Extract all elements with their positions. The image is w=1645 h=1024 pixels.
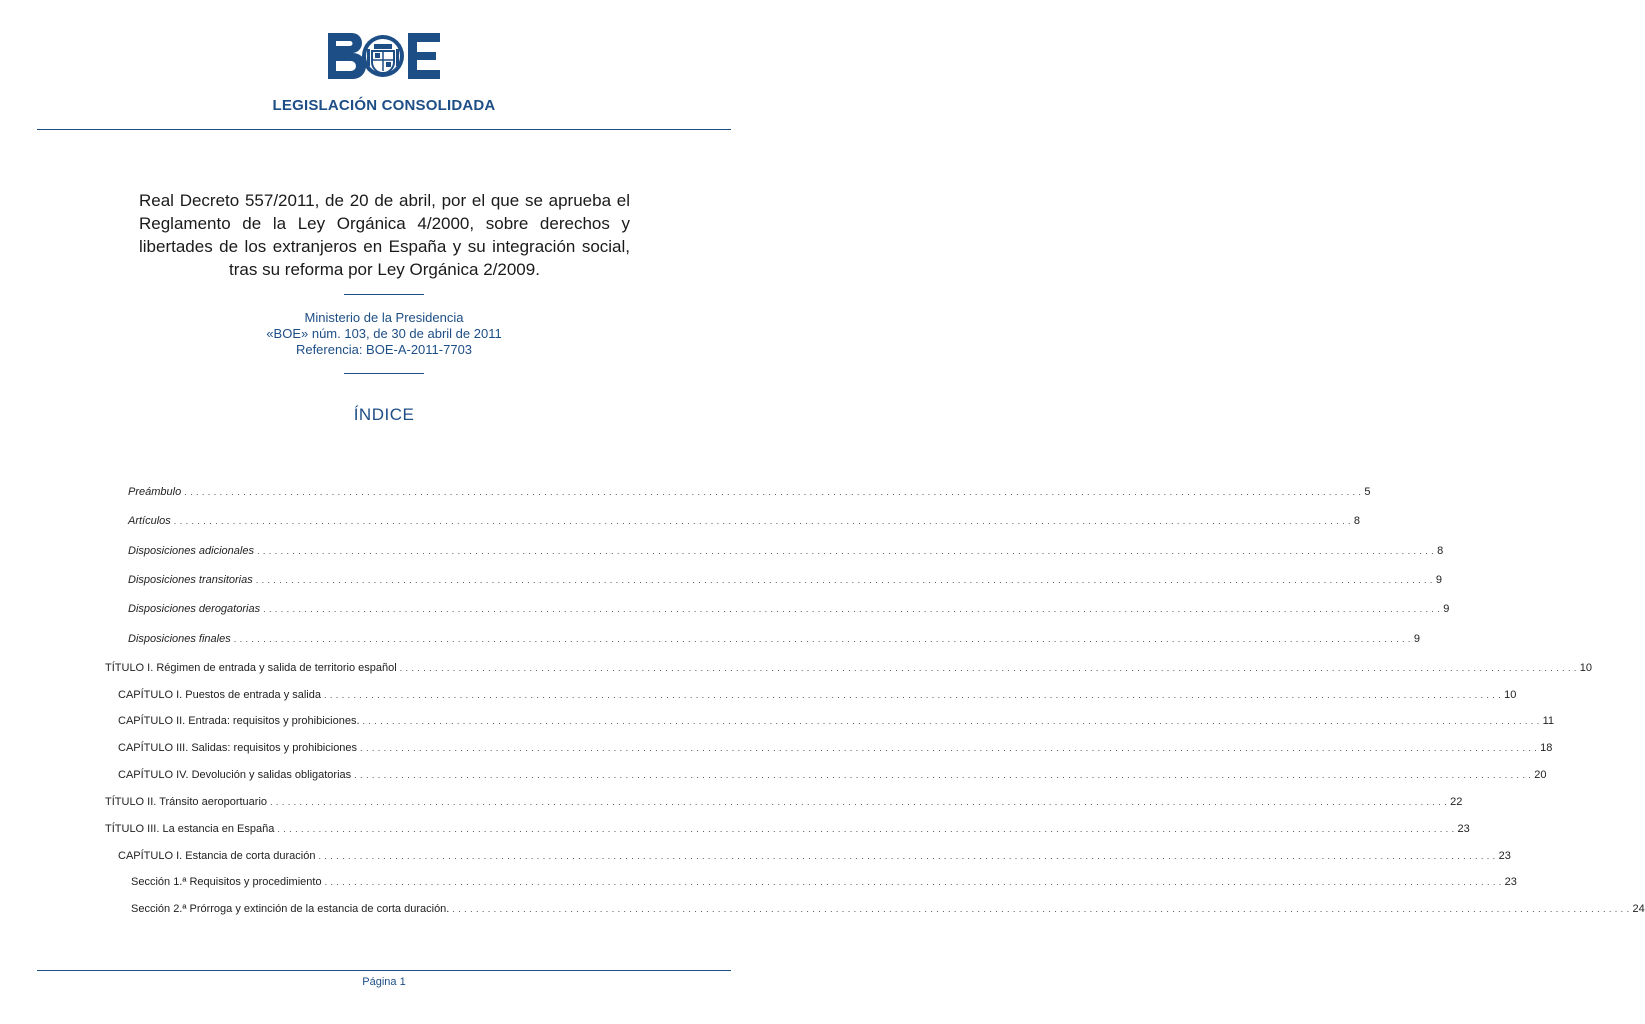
toc-leader: ........................................................................................................................................................................................................: [354, 770, 1535, 780]
toc-entry-page: 22: [1450, 796, 1463, 808]
toc-entry-page: 23: [1498, 850, 1511, 862]
toc-entry-label: CAPÍTULO I. Estancia de corta duración: [118, 850, 316, 862]
collection-title: LEGISLACIÓN CONSOLIDADA: [272, 97, 496, 114]
publication-info: «BOE» núm. 103, de 30 de abril de 2011: [266, 326, 502, 341]
toc-entry[interactable]: [105, 794, 1463, 808]
toc-leader: ........................................................................................................................................................................................................: [324, 690, 1505, 700]
footer-divider: [37, 970, 731, 971]
toc-entry-label: Disposiciones finales: [128, 633, 231, 645]
toc-entry-page: 10: [1579, 662, 1593, 674]
toc-entry-label: Sección 2.ª Prórroga y extinción de la estancia de corta duración.: [131, 903, 450, 915]
toc-entry-page: 18: [1540, 742, 1553, 754]
toc-leader: ........................................................................................................................................................................................................: [263, 604, 1444, 614]
toc-entry-page: 5: [1364, 486, 1371, 498]
toc-leader: ........................................................................................................................................................................................................: [173, 516, 1354, 526]
toc-leader: ........................................................................................................................................................................................................: [270, 797, 1451, 807]
toc-leader: ........................................................................................................................................................................................................: [255, 575, 1436, 585]
toc-entry-page: 23: [1457, 823, 1470, 835]
toc-leader: ........................................................................................................................................................................................................: [399, 663, 1580, 673]
short-divider: [344, 373, 424, 374]
toc-leader: ........................................................................................................................................................................................................: [452, 904, 1633, 914]
toc-entry-label: Disposiciones transitorias: [128, 574, 253, 586]
toc-entry-label: Artículos: [128, 515, 171, 527]
toc-entry-label: Disposiciones derogatorias: [128, 603, 261, 615]
toc-entry-label: Disposiciones adicionales: [128, 545, 254, 557]
toc-leader: ........................................................................................................................................................................................................: [362, 716, 1543, 726]
toc-entry[interactable]: [105, 660, 1593, 674]
toc-entry-label: CAPÍTULO IV. Devolución y salidas obligatorias: [118, 769, 352, 781]
reference: Referencia: BOE-A-2011-7703: [295, 342, 473, 357]
toc-entry-page: 8: [1353, 515, 1361, 527]
toc-entry[interactable]: [128, 572, 1442, 586]
toc-leader: ........................................................................................................................................................................................................: [184, 487, 1365, 497]
toc-entry[interactable]: [128, 513, 1361, 527]
boe-logo: [328, 33, 440, 79]
toc-leader: ........................................................................................................................................................................................................: [277, 824, 1458, 834]
toc-leader: ........................................................................................................................................................................................................: [233, 634, 1414, 644]
document-title: Real Decreto 557/2011, de 20 de abril, por el que se aprueba el Reglamento de la Ley Orgánica 4/2000, sobre derechos y libertades de los extranjeros en España y su integración social, tras su reforma por Ley Orgánica 2/2009.: [139, 191, 630, 279]
toc-entry[interactable]: [105, 821, 1470, 835]
toc-leader: ........................................................................................................................................................................................................: [360, 743, 1541, 753]
toc-entry[interactable]: [128, 601, 1450, 615]
toc-entry-page: 10: [1504, 689, 1517, 701]
page-number: Página 1: [362, 976, 406, 988]
toc-entry[interactable]: [118, 740, 1553, 754]
toc-entry-label: Sección 1.ª Requisitos y procedimiento: [131, 876, 322, 888]
toc-entry[interactable]: [131, 874, 1517, 888]
header-divider: [37, 129, 731, 130]
toc-entry-page: 9: [1435, 574, 1442, 586]
toc-entry-label: TÍTULO III. La estancia en España: [105, 823, 275, 835]
toc-entry-label: CAPÍTULO II. Entrada: requisitos y prohibiciones.: [118, 715, 360, 727]
toc-entry-label: Preámbulo: [128, 486, 182, 498]
toc-entry[interactable]: [118, 687, 1517, 701]
issuer: Ministerio de la Presidencia: [304, 310, 464, 325]
toc-entry-page: 9: [1413, 633, 1420, 645]
toc-entry-page: 23: [1504, 876, 1517, 888]
toc-entry[interactable]: [118, 713, 1555, 727]
toc-entry-label: TÍTULO II. Tránsito aeroportuario: [105, 796, 268, 808]
toc-entry[interactable]: [118, 767, 1547, 781]
toc-entry-page: 11: [1542, 715, 1555, 727]
toc-entry[interactable]: [118, 848, 1511, 862]
toc-entry[interactable]: [128, 631, 1420, 645]
short-divider: [344, 294, 424, 295]
toc-leader: ........................................................................................................................................................................................................: [324, 877, 1505, 887]
toc-entry[interactable]: [131, 901, 1645, 915]
toc-entry[interactable]: [128, 484, 1371, 498]
toc-entry-page: 8: [1437, 545, 1444, 557]
toc-entry[interactable]: [128, 543, 1444, 557]
toc-leader: ........................................................................................................................................................................................................: [318, 851, 1499, 861]
index-title: ÍNDICE: [353, 405, 415, 424]
toc-entry-label: CAPÍTULO I. Puestos de entrada y salida: [118, 689, 321, 701]
toc-entry-label: CAPÍTULO III. Salidas: requisitos y prohibiciones: [118, 742, 358, 754]
toc-entry-page: 20: [1534, 769, 1547, 781]
toc-entry-page: 9: [1443, 603, 1450, 615]
toc-leader: ........................................................................................................................................................................................................: [256, 546, 1438, 556]
toc-entry-page: 24: [1632, 903, 1645, 915]
toc-entry-label: TÍTULO I. Régimen de entrada y salida de territorio español: [105, 662, 397, 674]
